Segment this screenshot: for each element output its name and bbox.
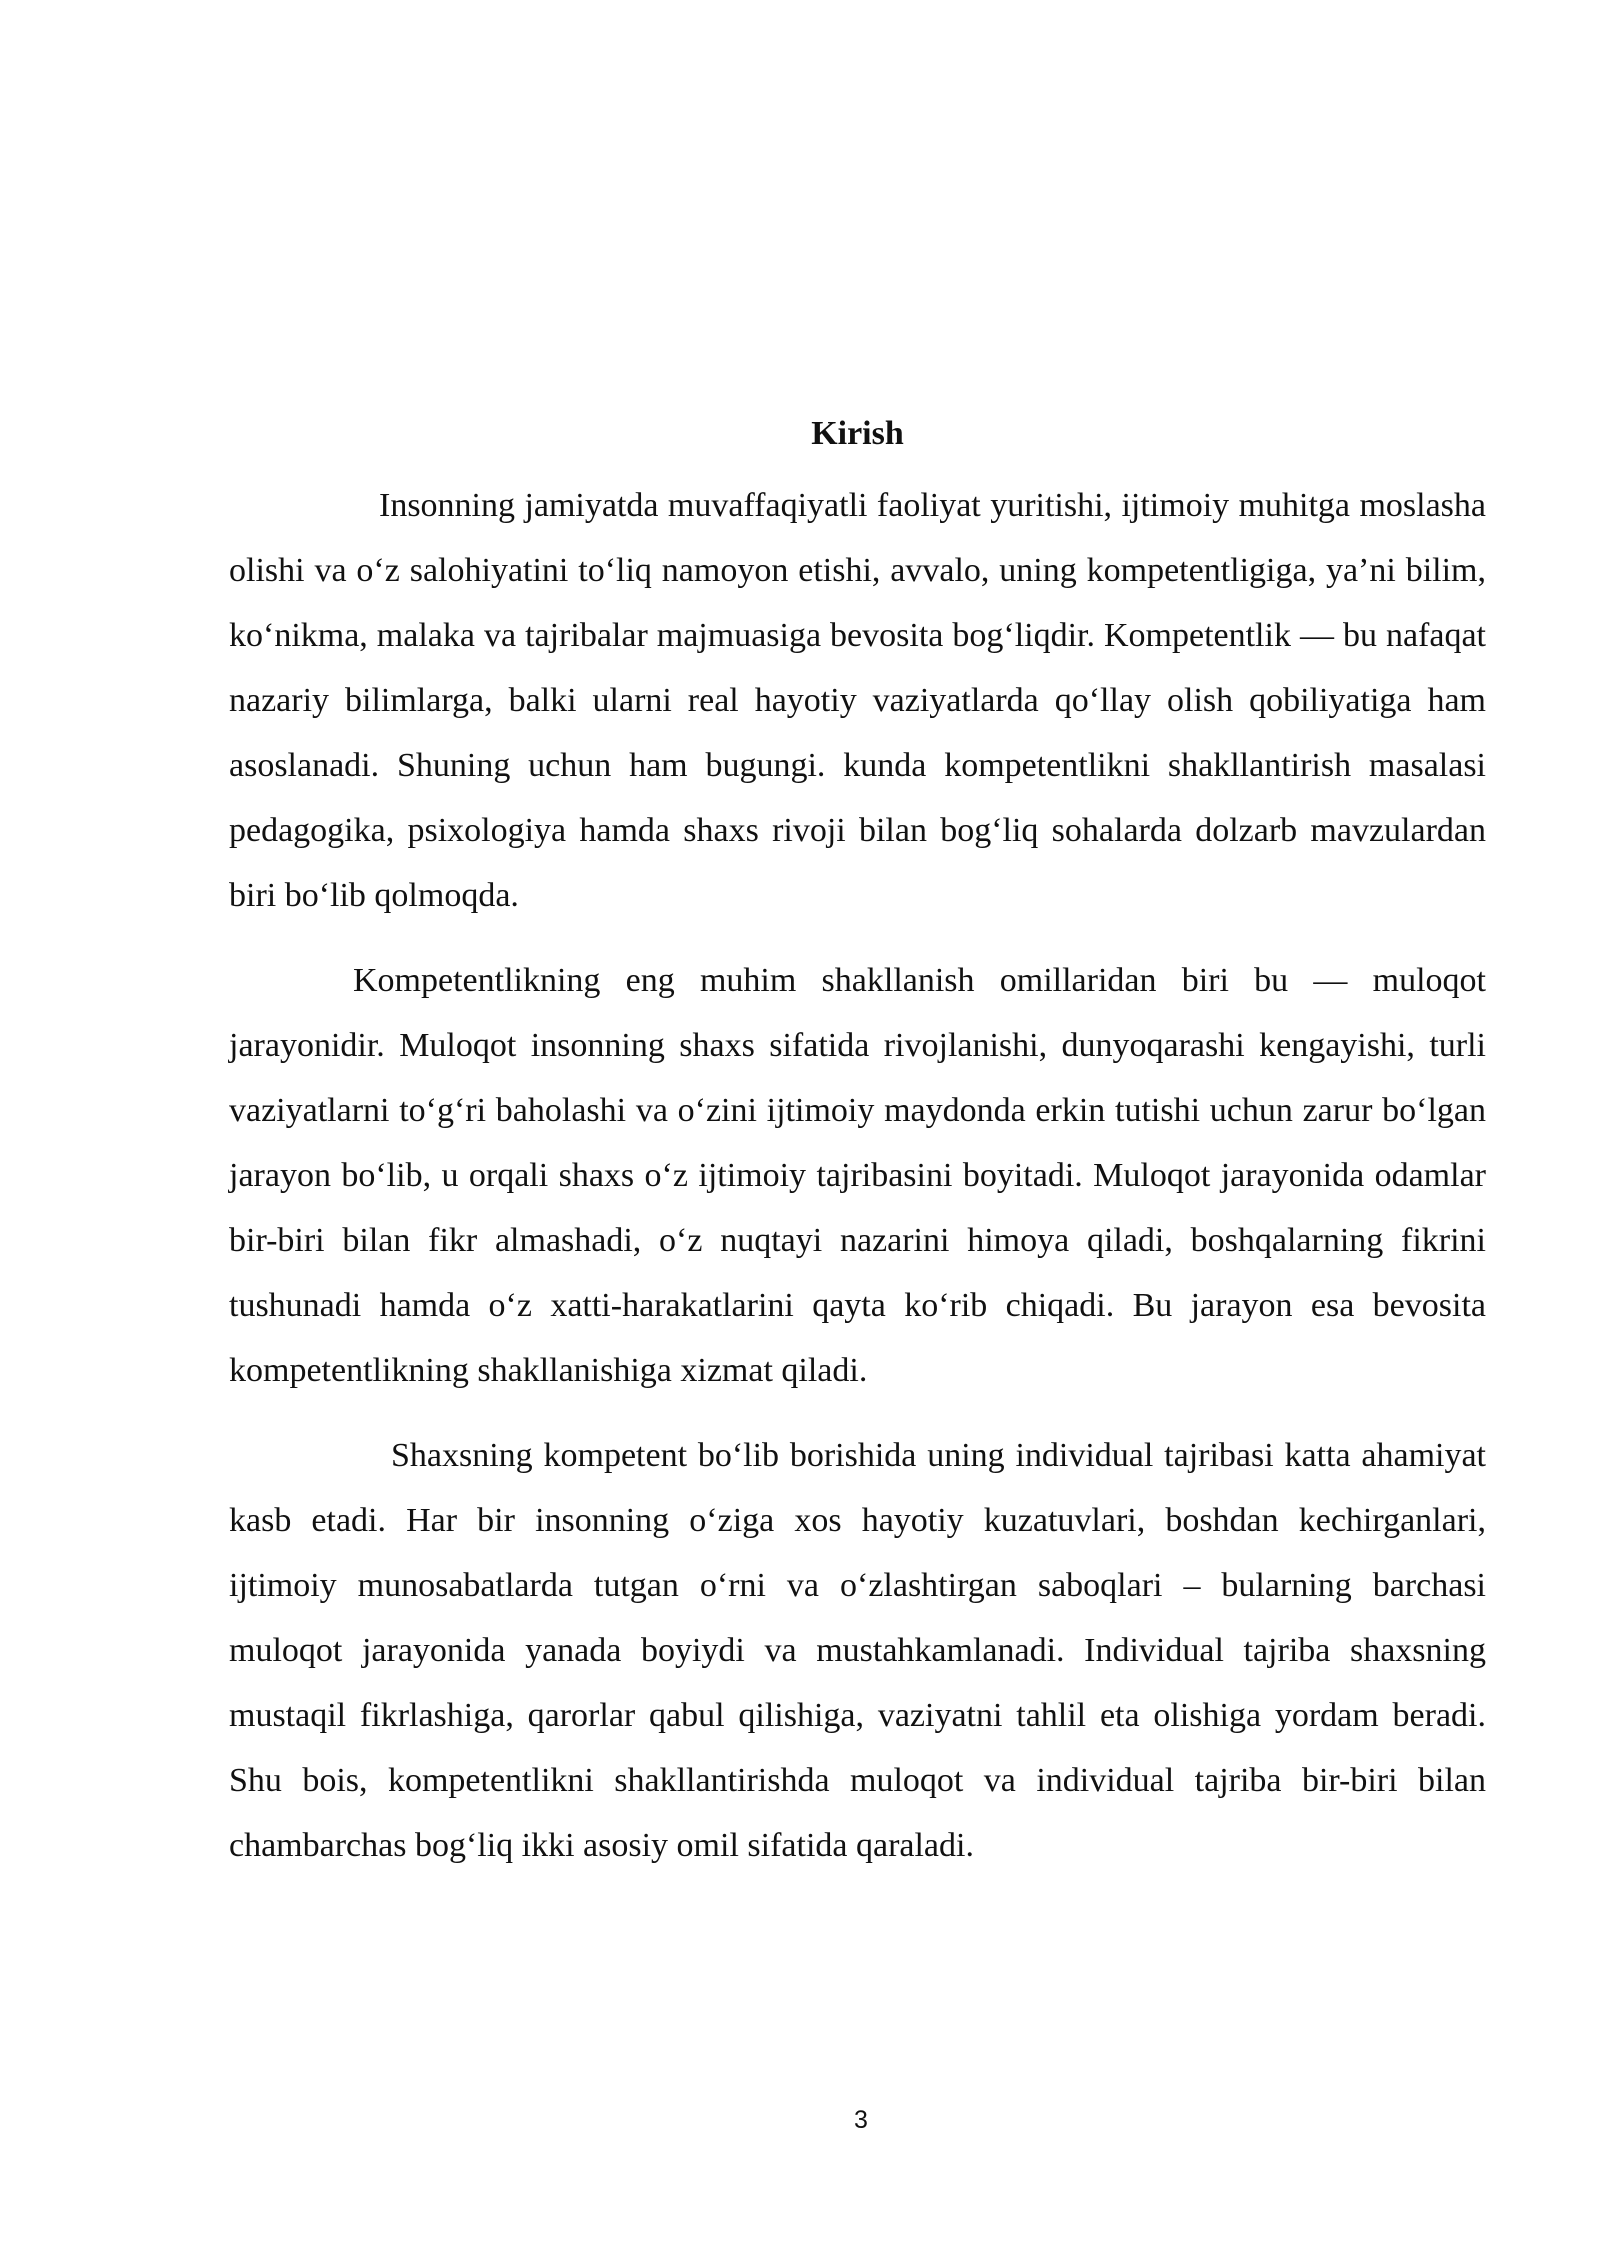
paragraph-communication: Kompetentlikning eng muhim shakllanish omillaridan biri bu — muloqot jarayonidir. Muloqot insonning shaxs sifatida rivojlanishi, dunyoqarashi kengayishi, turli vaziyatlarni to‘g‘ri baholashi va o‘zini ijtimoiy maydonda erkin tutishi uchun zarur bo‘lgan jarayon bo‘lib, u orqali shaxs o‘z ijtimoiy tajribasini boyitadi. Muloqot jarayonida odamlar bir-biri bilan fikr almashadi, o‘z nuqtayi nazarini himoya qiladi, boshqalarning fikrini tushunadi hamda o‘z xatti-harakatlarini qayta ko‘rib chiqadi. Bu jarayon esa bevosita kompetentlikning shakllanishiga xizmat qiladi. [229,962,1486,1389]
section-title: Kirish [811,415,904,452]
paragraph-intro: Insonning jamiyatda muvaffaqiyatli faoliyat yuritishi, ijtimoiy muhitga moslasha olishi va o‘z salohiyatini to‘liq namoyon etishi, avvalo, uning kompetentligiga, ya’ni bilim, ko‘nikma, malaka va tajribalar majmuasiga bevosita bog‘liqdir. Kompetentlik — bu nafaqat nazariy bilimlarga, balki ularni real hayotiy vaziyatlarda qo‘llay olish qobiliyatiga ham asoslanadi. Shuning uchun ham bugungi. kunda kompetentlikni shakllantirish masalasi pedagogika, psixologiya hamda shaxs rivoji bilan bog‘liq sohalarda dolzarb mavzulardan biri bo‘lib qolmoqda. [229,487,1486,914]
page-body [229,400,1486,1898]
page-number: 3 [854,2106,868,2134]
paragraph-individual-experience: Shaxsning kompetent bo‘lib borishida uning individual tajribasi katta ahamiyat kasb etadi. Har bir insonning o‘ziga xos hayotiy kuzatuvlari, boshdan kechirganlari, ijtimoiy munosabatlarda tutgan o‘rni va o‘zlashtirgan saboqlari – bularning barchasi muloqot jarayonida yanada boyiydi va mustahkamlanadi. Individual tajriba shaxsning mustaqil fikrlashiga, qarorlar qabul qilishiga, vaziyatni tahlil eta olishiga yordam beradi. Shu bois, kompetentlikni shakllantirishda muloqot va individual tajriba bir-biri bilan chambarchas bog‘liq ikki asosiy omil sifatida qaraladi. [229,1437,1486,1864]
